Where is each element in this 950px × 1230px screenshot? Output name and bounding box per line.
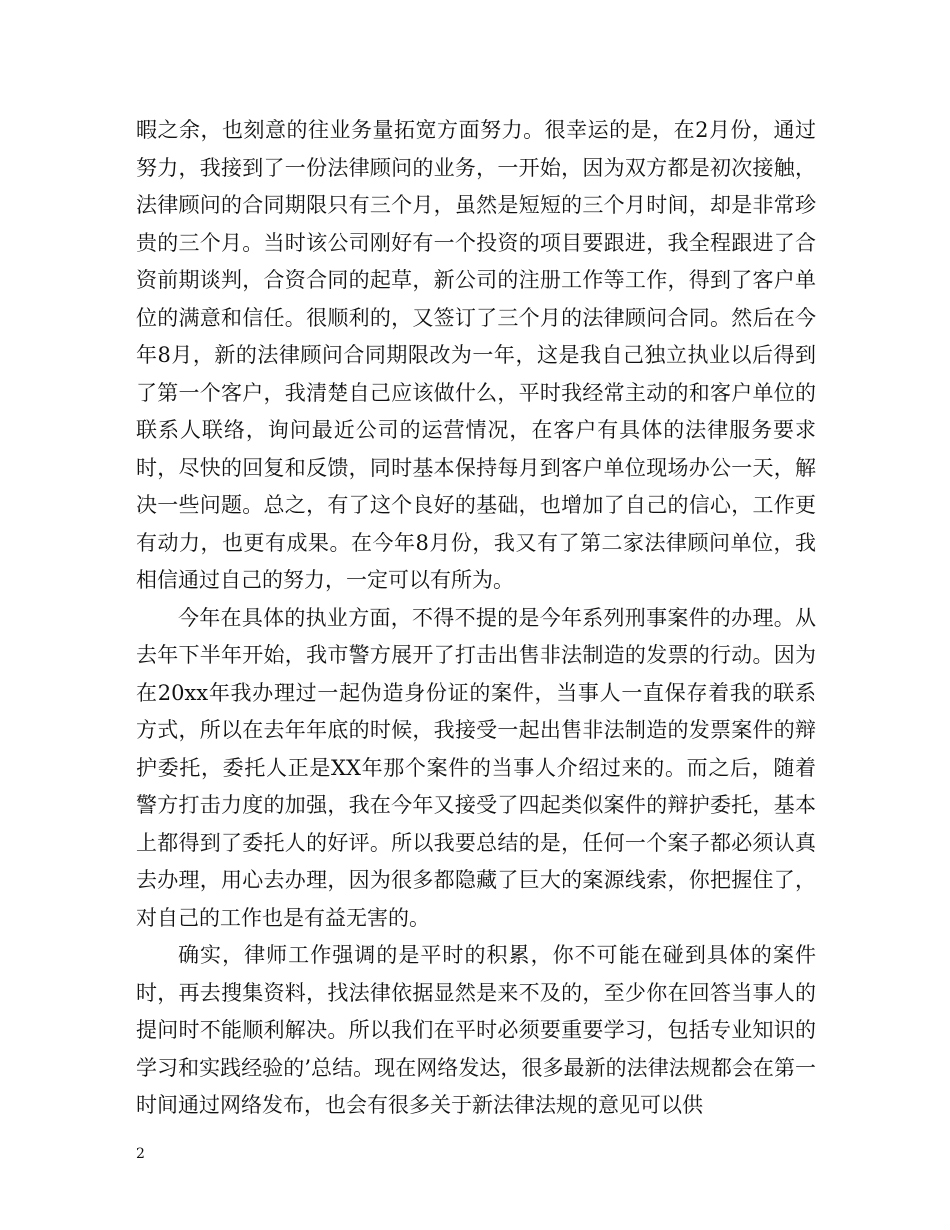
paragraph-3: 确实，律师工作强调的是平时的积累，你不可能在碰到具体的案件时，再去搜集资料，找法律依据显然是来不及的，至少你在回答当事人的提问时不能顺利解决。所以我们在平时必须要重要学习，包括专业知识的学习和实践经验的’总结。现在网络发达，很多最新的法律法规都会在第一时间通过网络发布，也会有很多关于新法律法规的意见可以供 (136, 943, 816, 1117)
body-text (136, 112, 816, 1125)
paragraph-1: 暇之余，也刻意的往业务量拓宽方面努力。很幸运的是，在2月份，通过努力，我接到了一份法律顾问的业务，一开始，因为双方都是初次接触，法律顾问的合同期限只有三个月，虽然是短短的三个月时间，却是非常珍贵的三个月。当时该公司刚好有一个投资的项目要跟进，我全程跟进了合资前期谈判，合资合同的起草，新公司的注册工作等工作，得到了客户单位的满意和信任。很顺利的，又签订了三个月的法律顾问合同。然后在今年8月，新的法律顾问合同期限改为一年，这是我自己独立执业以后得到了第一个客户，我清楚自己应该做什么，平时我经常主动的和客户单位的联系人联络，询问最近公司的运营情况，在客户有具体的法律服务要求时，尽快的回复和反馈，同时基本保持每月到客户单位现场办公一天，解决一些问题。总之，有了这个良好的基础，也增加了自己的信心，工作更有动力，也更有成果。在今年8月份，我又有了第二家法律顾问单位，我相信通过自己的努力，一定可以有所为。 (136, 118, 816, 592)
page-number: 2 (136, 1146, 145, 1162)
paragraph-2: 今年在具体的执业方面，不得不提的是今年系列刑事案件的办理。从去年下半年开始，我市警方展开了打击出售非法制造的发票的行动。因为在20xx年我办理过一起伪造身份证的案件，当事人一直保存着我的联系方式，所以在去年年底的时候，我接受一起出售非法制造的发票案件的辩护委托，委托人正是XX年那个案件的当事人介绍过来的。而之后，随着警方打击力度的加强，我在今年又接受了四起类似案件的辩护委托，基本上都得到了委托人的好评。所以我要总结的是，任何一个案子都必须认真去办理，用心去办理，因为很多都隐藏了巨大的案源线索，你把握住了，对自己的工作也是有益无害的。 (136, 605, 816, 930)
